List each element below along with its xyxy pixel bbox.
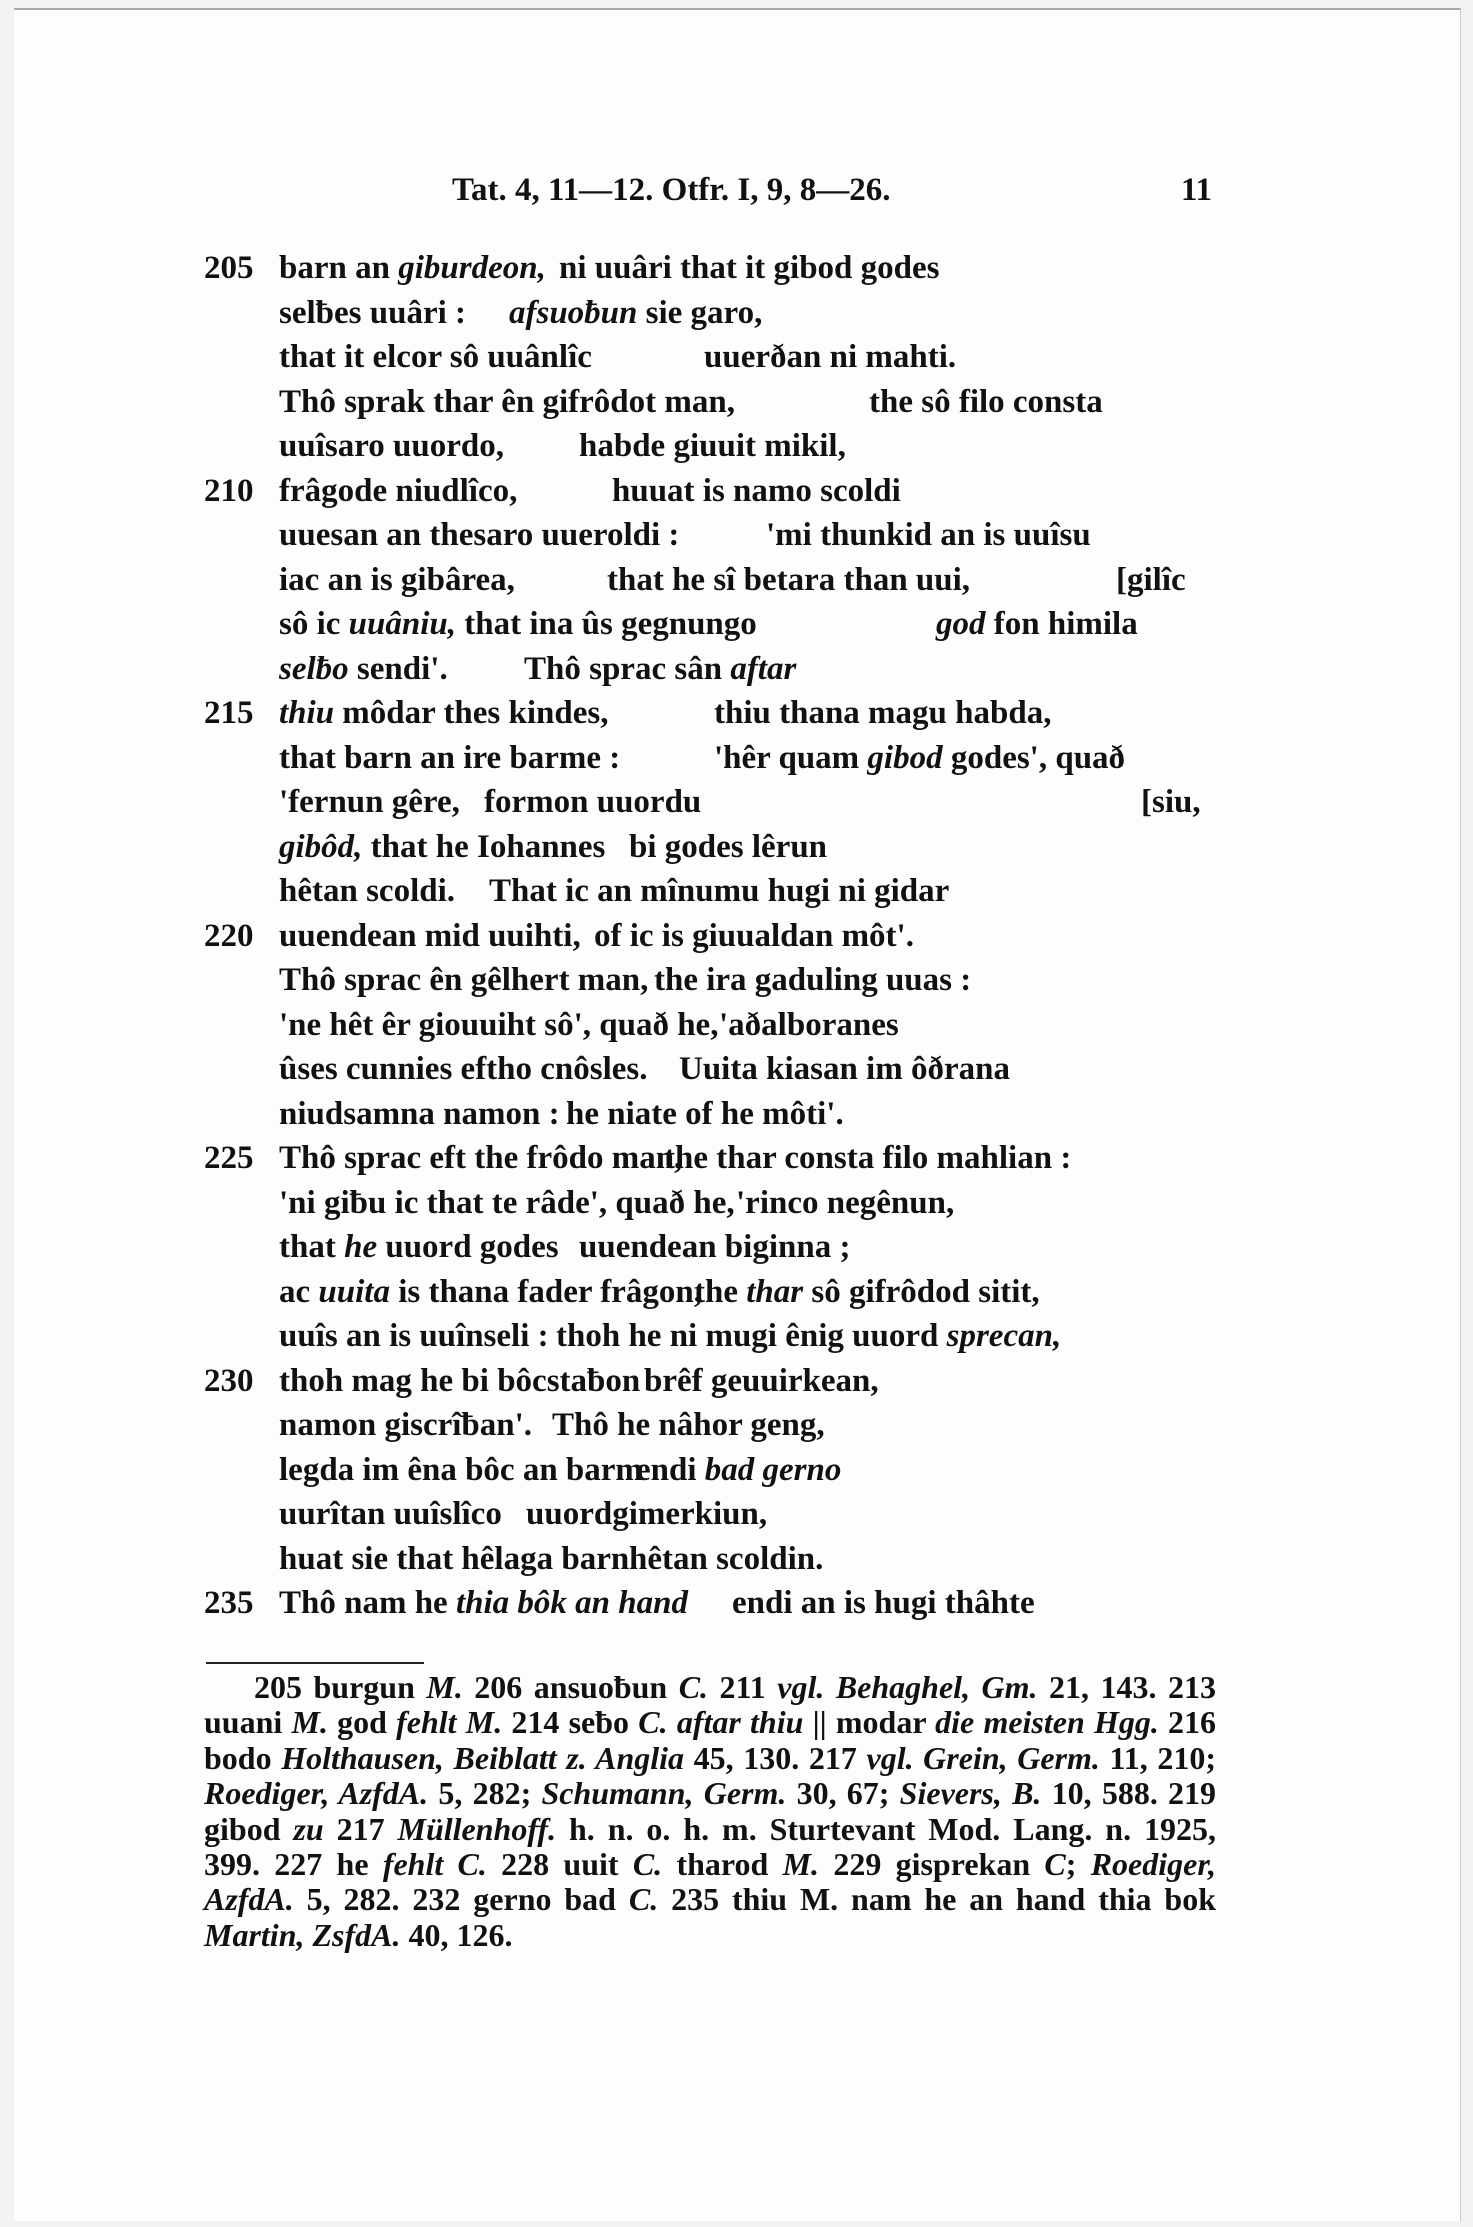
verse-first-half: huat sie that hêlaga barn bbox=[279, 1540, 630, 1577]
verse-first-half: ac uuita is thana fader frâgon, bbox=[279, 1273, 702, 1310]
verse-second-half: ni uuâri that it gibod godes bbox=[559, 250, 940, 286]
verse-line bbox=[204, 825, 1224, 870]
verse-first-half: selƀo sendi'. bbox=[279, 650, 448, 687]
verse-line bbox=[204, 1003, 1224, 1048]
verse-second-half: afsuoƀun sie garo, bbox=[509, 294, 763, 331]
verse-line bbox=[204, 691, 1224, 736]
verse-first-half: sô ic uuâniu, that ina ûs gegnungo bbox=[279, 606, 757, 642]
verse-line bbox=[204, 335, 1224, 380]
verse-line bbox=[204, 380, 1224, 425]
verse-line bbox=[204, 1581, 1224, 1626]
verse-first-half: Thô nam he thia bôk an hand bbox=[279, 1585, 688, 1621]
verse-second-half: god fon himila bbox=[936, 606, 1138, 642]
verse-first-half: thiu môdar thes kindes, bbox=[279, 695, 609, 731]
line-number: 220 bbox=[204, 917, 254, 954]
verse-first-half: frâgode niudlîco, bbox=[279, 472, 518, 509]
verse-first-half: uuendean mid uuihti, bbox=[279, 917, 581, 954]
line-number: 225 bbox=[204, 1140, 254, 1176]
verse-second-half: brêf geuuirkean, bbox=[644, 1362, 879, 1399]
verse-second-half: Thô he nâhor geng, bbox=[552, 1407, 825, 1443]
footnotes bbox=[204, 1670, 1216, 1953]
verse-second-half: Thô sprac sân aftar bbox=[524, 650, 797, 687]
verse-line bbox=[204, 291, 1224, 336]
verse-first-half: uuesan an thesaro uueroldi : bbox=[279, 517, 680, 553]
verse-line bbox=[204, 958, 1224, 1003]
verse-first-half: 'ne hêt êr giouuiht sô', quað he, bbox=[279, 1006, 719, 1043]
verse-first-half: Thô sprak thar ên gifrôdot man, bbox=[279, 383, 735, 420]
verse-second-half: uuerðan ni mahti. bbox=[704, 339, 957, 375]
header-reference: Tat. 4, 11—12. Otfr. I, 9, 8—26. bbox=[452, 172, 891, 208]
running-header bbox=[452, 172, 1212, 216]
verse-line bbox=[204, 246, 1224, 291]
verse-first-half: iac an is gibârea, bbox=[279, 561, 515, 598]
verse-first-half: gibôd, that he Iohannes bbox=[279, 828, 606, 865]
verse-second-half: the thar sô gifrôdod sitit, bbox=[694, 1273, 1040, 1310]
verse-second-half: endi an is hugi thâhte bbox=[732, 1585, 1035, 1621]
verse-first-half: that barn an ire barme : bbox=[279, 739, 621, 776]
verse-line bbox=[204, 1047, 1224, 1092]
verse-first-half: uuîs an is uuînseli : bbox=[279, 1318, 549, 1354]
verse-second-half: uuordgimerkiun, bbox=[526, 1496, 768, 1532]
line-number: 210 bbox=[204, 472, 254, 509]
verse-line bbox=[204, 1136, 1224, 1181]
footnote-rule bbox=[206, 1662, 424, 1664]
verse-line bbox=[204, 1359, 1224, 1404]
verse-line bbox=[204, 1270, 1224, 1315]
verse-continuation: [siu, bbox=[1141, 784, 1201, 820]
verse-second-half: 'mi thunkid an is uuîsu bbox=[766, 517, 1091, 553]
verse-line bbox=[204, 1537, 1224, 1582]
verse-first-half: 'fernun gêre, bbox=[279, 784, 460, 820]
verse-second-half: huuat is namo scoldi bbox=[612, 472, 901, 509]
verse-first-half: ûses cunnies eftho cnôsles. bbox=[279, 1051, 648, 1087]
verse-line bbox=[204, 1092, 1224, 1137]
verse-line bbox=[204, 736, 1224, 781]
verse-second-half: of ic is giuualdan môt'. bbox=[594, 917, 914, 954]
page-number: 11 bbox=[1180, 172, 1212, 208]
verse-second-half: thiu thana magu habda, bbox=[714, 695, 1052, 731]
verse-line bbox=[204, 914, 1224, 959]
verse-second-half: he niate of he môti'. bbox=[566, 1095, 844, 1132]
verse-line bbox=[204, 602, 1224, 647]
verse-line bbox=[204, 1448, 1224, 1493]
verse-first-half: namon giscrîƀan'. bbox=[279, 1407, 533, 1443]
verse-second-half: hêtan scoldin. bbox=[629, 1540, 824, 1577]
verse-first-half: thoh mag he bi bôcstaƀon bbox=[279, 1362, 641, 1399]
verse-second-half: the sô filo consta bbox=[869, 383, 1103, 420]
verse-second-half: Uuita kiasan im ôðrana bbox=[679, 1051, 1010, 1087]
verse-second-half: 'rinco negênun, bbox=[736, 1184, 955, 1221]
verse-first-half: uurîtan uuîslîco bbox=[279, 1496, 502, 1532]
verse-second-half: 'aðalboranes bbox=[719, 1006, 899, 1043]
line-number: 230 bbox=[204, 1362, 254, 1399]
verse-second-half: formon uuordu bbox=[484, 784, 702, 820]
verse-first-half: uuîsaro uuordo, bbox=[279, 428, 504, 464]
verse-first-half: that it elcor sô uuânlîc bbox=[279, 339, 592, 375]
verse-first-half: barn an giburdeon, bbox=[279, 250, 546, 286]
verse-second-half: the ira gaduling uuas : bbox=[654, 962, 972, 998]
verse-line bbox=[204, 647, 1224, 692]
footnote-paragraph: 205 burgun M. 206 ansuoƀun C. 211 vgl. Behaghel, Gm. 21, 143. 213 uuani M. god fehlt M. 214 seƀo C. aftar thiu || modar die meisten Hgg. 216 bodo Holthausen, Beiblatt z. Anglia 45, 130. 217 vgl. Grein, Germ. 11, 210; Roediger, AzfdA. 5, 282; Schumann, Germ. 30, 67; Sievers, B. 10, 588. 219 gibod zu 217 Müllenhoff. h. n. o. h. m. Sturtevant Mod. Lang. n. 1925, 399. 227 he fehlt C. 228 uuit C. tharod M. 229 gisprekan C; Roediger, AzfdA. 5, 282. 232 gerno bad C. 235 thiu M. nam he an hand thia bok Martin, ZsfdA. 40, 126. bbox=[204, 1669, 1217, 1953]
verse-line bbox=[204, 558, 1224, 603]
verse-second-half: habde giuuit mikil, bbox=[579, 428, 846, 464]
verse-first-half: legda im êna bôc an barm bbox=[279, 1451, 643, 1488]
verse-first-half: 'ni giƀu ic that te râde', quað he, bbox=[279, 1184, 735, 1221]
verse-line bbox=[204, 1314, 1224, 1359]
verse-first-half: Thô sprac eft the frôdo man, bbox=[279, 1140, 683, 1176]
line-number: 205 bbox=[204, 250, 254, 286]
verse-line bbox=[204, 469, 1224, 514]
verse-line bbox=[204, 424, 1224, 469]
verse-second-half: thoh he ni mugi ênig uuord sprecan, bbox=[556, 1318, 1062, 1354]
verse-line bbox=[204, 869, 1224, 914]
verse-line bbox=[204, 1225, 1224, 1270]
verse-continuation: [gilîc bbox=[1116, 561, 1186, 598]
verse-second-half: that he sî betara than uui, bbox=[607, 561, 971, 598]
verse-first-half: that he uuord godes bbox=[279, 1229, 559, 1265]
verse-first-half: hêtan scoldi. bbox=[279, 873, 456, 909]
verse-line bbox=[204, 1492, 1224, 1537]
verse-second-half: endi bad gerno bbox=[636, 1451, 842, 1488]
line-number: 235 bbox=[204, 1585, 254, 1621]
book-page bbox=[14, 8, 1461, 2221]
verse-first-half: selƀes uuâri : bbox=[279, 294, 467, 331]
line-number: 215 bbox=[204, 695, 254, 731]
verse-line bbox=[204, 1181, 1224, 1226]
verse-first-half: Thô sprac ên gêlhert man, bbox=[279, 962, 649, 998]
verse-second-half: the thar consta filo mahlian : bbox=[664, 1140, 1072, 1176]
verse-first-half: niudsamna namon : bbox=[279, 1095, 560, 1132]
verse-second-half: uuendean biginna ; bbox=[579, 1229, 851, 1265]
verse-line bbox=[204, 1403, 1224, 1448]
verse-block bbox=[204, 246, 1224, 1626]
verse-second-half: That ic an mînumu hugi ni gidar bbox=[489, 873, 950, 909]
verse-second-half: 'hêr quam gibod godes', quað bbox=[714, 739, 1126, 776]
verse-line bbox=[204, 513, 1224, 558]
verse-second-half: bi godes lêrun bbox=[629, 828, 828, 865]
verse-line bbox=[204, 780, 1224, 825]
